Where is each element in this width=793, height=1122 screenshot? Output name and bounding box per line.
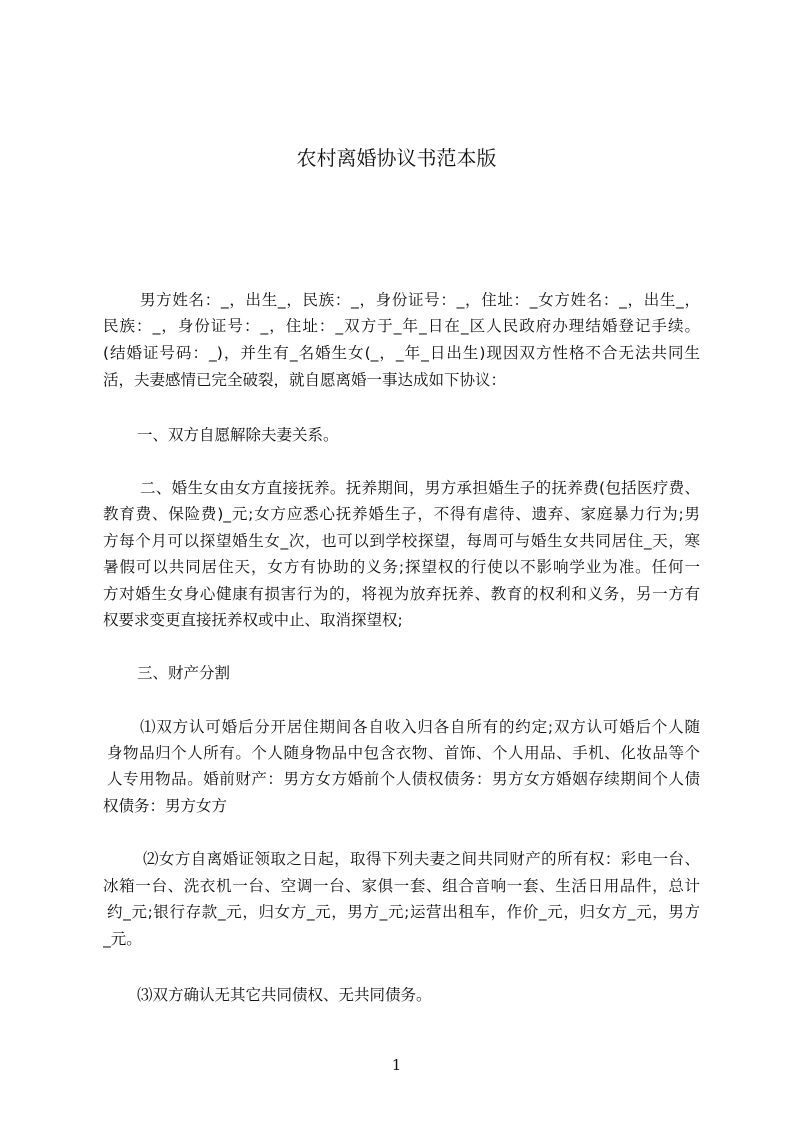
- body-line: 冰箱一台、洗衣机一台、空调一台、家俱一套、组合音响一套、生活日用品件，总计: [103, 877, 700, 895]
- page-number: 1: [391, 1056, 402, 1074]
- body-line: _元。: [103, 930, 142, 948]
- body-line: 人专用物品。婚前财产：男方女方婚前个人债权债务：男方女方婚姻存续期间个人债: [107, 770, 700, 788]
- body-line: 男方姓名：_，出生_，民族：_，身份证号：_，住址：_女方姓名：_，出生_，: [140, 291, 700, 309]
- section-heading: 三、财产分割: [137, 664, 231, 682]
- body-line: 方对婚生女身心健康有损害行为的，将视为放弃抚养、教育的权利和义务，另一方有: [103, 585, 700, 603]
- body-line: 约_元;银行存款_元，归女方_元，男方_元;运营出租车，作价_元，归女方_元，男方: [107, 903, 700, 921]
- body-line: 身物品归个人所有。个人随身物品中包含衣物、首饰、个人用品、手机、化妆品等个: [107, 744, 700, 762]
- body-line: 活，夫妻感情已完全破裂，就自愿离婚一事达成如下协议：: [103, 371, 507, 389]
- section-heading: 一、双方自愿解除夫妻关系。: [137, 426, 339, 444]
- body-line: 民族：_，身份证号：_，住址：_双方于_年_日在_区人民政府办理结婚登记手续。: [103, 317, 700, 335]
- body-line: 权要求变更直接抚养权或中止、取消探望权;: [103, 611, 403, 629]
- body-line: ⑵女方自离婚证领取之日起，取得下列夫妻之间共同财产的所有权：彩电一台、: [143, 850, 700, 868]
- body-line: 教育费、保险费)_元;女方应悉心抚养婚生子，不得有虐待、遗弃、家庭暴力行为;男: [103, 505, 700, 523]
- body-line: 权债务：男方女方: [103, 797, 228, 815]
- body-line: 方每个月可以探望婚生女_次，也可以到学校探望，每周可与婚生女共同居住_天，寒: [103, 532, 700, 550]
- paragraph-property-item-3: ⑶双方确认无其它共同债权、无共同债务。: [137, 986, 432, 1004]
- body-line: 暑假可以共同居住天，女方有协助的义务;探望权的行使以不影响学业为准。任何一: [103, 558, 700, 576]
- body-line: 二、婚生女由女方直接抚养。抚养期间，男方承担婚生子的抚养费(包括医疗费、: [140, 479, 700, 497]
- document-title: 农村离婚协议书范本版: [296, 146, 497, 170]
- body-line: ⑴双方认可婚后分开居住期间各自收入归各自所有的约定;双方认可婚后个人随: [140, 718, 700, 736]
- body-line: (结婚证号码：_)，并生有_名婚生女(_，_年_日出生)现因双方性格不合无法共同生: [103, 344, 700, 362]
